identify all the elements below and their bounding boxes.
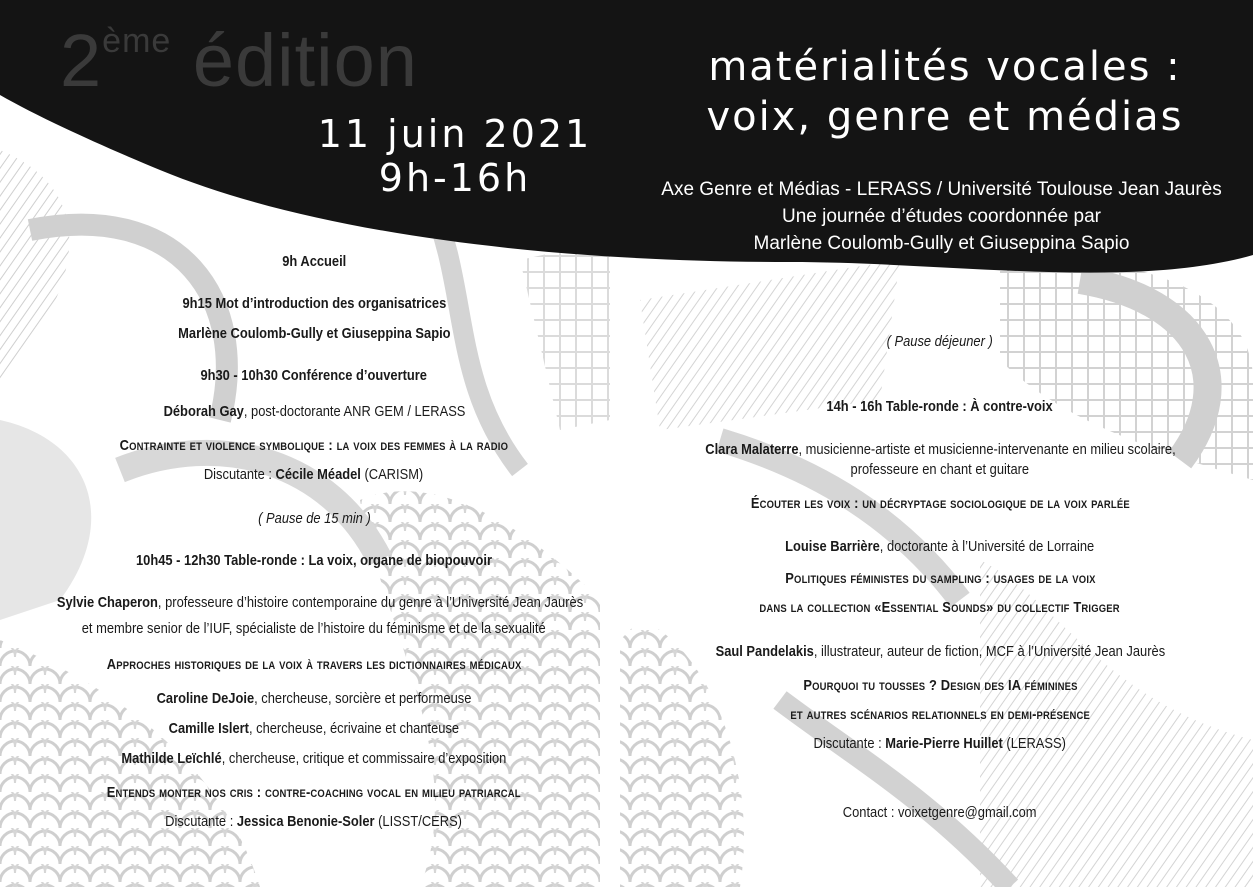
pause-15min: ( Pause de 15 min ) xyxy=(257,510,371,527)
schedule-table-ronde-2: 14h - 16h Table-ronde : À contre-voix xyxy=(826,398,1054,415)
event-title-line-1: matérialités vocales : xyxy=(708,44,1182,90)
event-hours: 9h-16h xyxy=(378,156,532,200)
event-title xyxy=(640,42,1250,142)
talk-sampling-line-2: dans la collection «Essential Sounds» du collectif Trigger xyxy=(759,599,1121,616)
talk-ia-feminines-line-2: et autres scénarios relationnels en demi-présence xyxy=(790,706,1090,723)
speaker-dejoie: Caroline DeJoie, chercheuse, sorcière et performeuse xyxy=(156,690,472,707)
subtitle-line-2: Une journée d’études coordonnée par xyxy=(781,206,1101,227)
speaker-role: , post-doctorante ANR GEM / LERASS xyxy=(243,403,465,420)
subtitle-line-3: Marlène Coulomb-Gully et Giuseppina Sapio xyxy=(753,233,1130,254)
speaker-chaperon: Sylvie Chaperon, professeure d’histoire contemporaine du genre à l’Université Jean Jaurès xyxy=(56,594,584,611)
schedule-intro-title: 9h15 Mot d’introduction des organisatrices xyxy=(182,295,446,312)
table-ronde-2-discussant: Discutante : Marie-Pierre Huillet (LERASS) xyxy=(813,735,1067,752)
talk-ecouter-les-voix: Écouter les voix : un décryptage sociologique de la voix parlée xyxy=(750,495,1130,512)
event-date-block xyxy=(300,112,610,200)
edition-superscript: ème xyxy=(102,22,172,60)
subtitle-line-1: Axe Genre et Médias - LERASS / Université Toulouse Jean Jaurès xyxy=(661,179,1222,200)
table-ronde-1-discussant: Discutante : Jessica Benonie-Soler (LISST/CERS) xyxy=(165,813,463,830)
event-title-line-2: voix, genre et médias xyxy=(706,94,1184,140)
discussant-name: Cécile Méadel xyxy=(276,466,362,483)
schedule-conference-title: 9h30 - 10h30 Conférence d’ouverture xyxy=(200,367,428,384)
event-subtitle xyxy=(630,176,1253,257)
speaker-malaterre-role: professeure en chant et guitare xyxy=(850,461,1030,478)
speaker-barriere: Louise Barrière, doctorante à l’Université de Lorraine xyxy=(785,538,1095,555)
schedule-table-ronde-1: 10h45 - 12h30 Table-ronde : La voix, organe de biopouvoir xyxy=(135,552,493,569)
speaker-leichle: Mathilde Leïchlé, chercheuse, critique et commissaire d’exposition xyxy=(121,750,507,767)
conference-talk-title: Contrainte et violence symbolique : la voix des femmes à la radio xyxy=(119,437,509,454)
edition-heading xyxy=(60,18,418,103)
pause-dejeuner: ( Pause déjeuner ) xyxy=(886,333,994,350)
conference-discussant: Discutante : Cécile Méadel (CARISM) xyxy=(204,466,424,483)
talk-entends-monter: Entends monter nos cris : contre-coaching vocal en milieu patriarcal xyxy=(107,784,521,801)
talk-sampling-line-1: Politiques féministes du sampling : usages de la voix xyxy=(784,570,1096,587)
edition-number: 2 xyxy=(60,19,103,102)
edition-word: édition xyxy=(192,19,418,102)
talk-ia-feminines-line-1: Pourquoi tu tousses ? Design des IA féminines xyxy=(802,677,1078,694)
speaker-name: Déborah Gay xyxy=(163,403,244,420)
schedule-intro-names: Marlène Coulomb-Gully et Giuseppina Sapio xyxy=(177,325,451,342)
speaker-chaperon-role: et membre senior de l’IUF, spécialiste de l’histoire du féminisme et de la sexualité xyxy=(82,620,546,637)
speaker-islert: Camille Islert, chercheuse, écrivaine et chanteuse xyxy=(168,720,460,737)
speaker-pandelakis: Saul Pandelakis, illustrateur, auteur de fiction, MCF à l’Université Jean Jaurès xyxy=(715,643,1165,660)
contact-email[interactable]: Contact : voixetgenre@gmail.com xyxy=(843,804,1037,821)
speaker-malaterre: Clara Malaterre, musicienne-artiste et musicienne-intervenante en milieu scolaire, xyxy=(704,441,1176,458)
talk-chaperon: Approches historiques de la voix à travers les dictionnaires médicaux xyxy=(106,656,522,673)
schedule-accueil: 9h Accueil xyxy=(281,253,347,270)
event-date: 11 juin 2021 xyxy=(317,112,593,156)
conference-speaker xyxy=(14,403,614,421)
